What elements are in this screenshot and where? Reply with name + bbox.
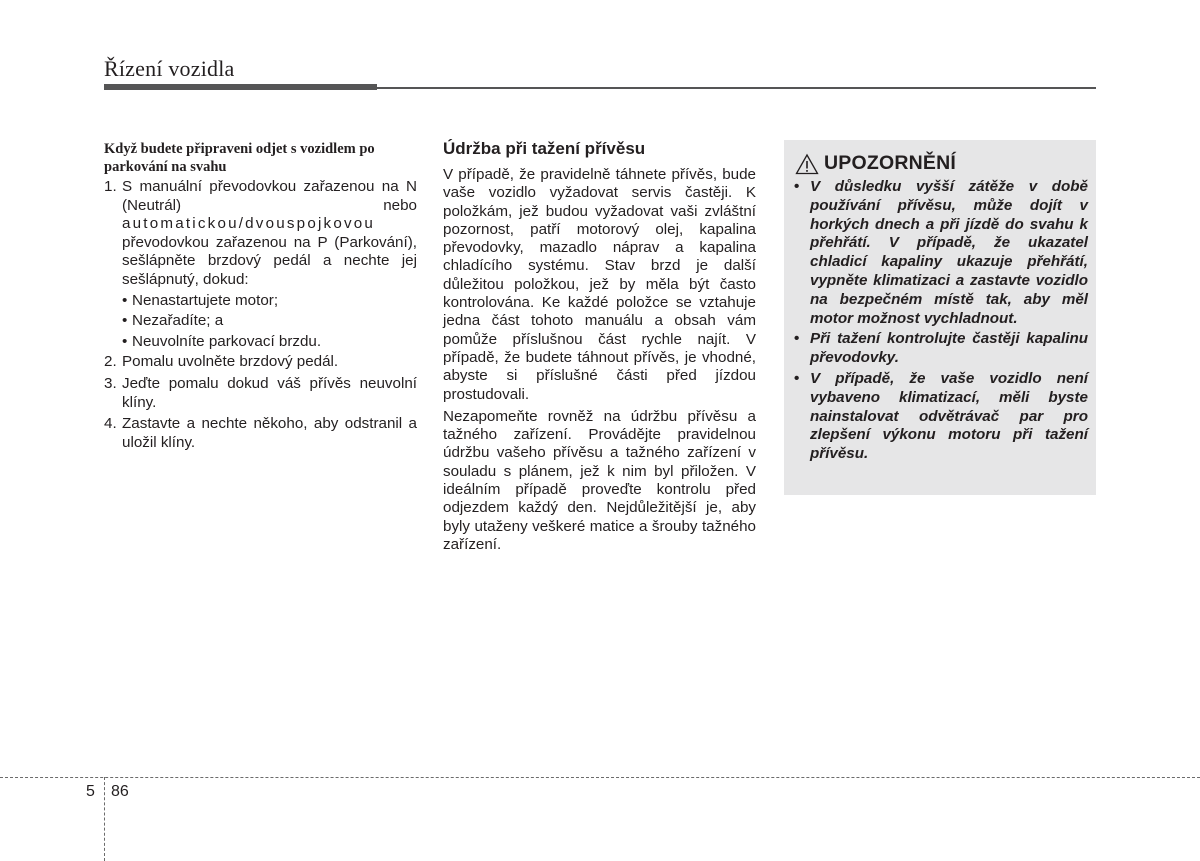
warning-header — [795, 152, 956, 175]
step-1-text-c: převodovkou zařazenou na P (Parkování), sešlápněte brzdový pedál a nechte jej sešlápnutý, dokud: — [122, 233, 417, 288]
footer-dashed-rule — [0, 777, 1200, 778]
warning-item: • V důsledku vyšší zátěže v době používání přívěsu, může dojít v horkých dnech a při jízdě do svahu k přehřátí. V případě, že ukazatel chladicí kapaliny ukazuje přehřátí, vypněte klimatizaci a zastavte vozidlo na bezpečném místě tak, aby měl motor možnost vychladnout. — [794, 178, 1088, 327]
warning-box — [784, 140, 1096, 495]
condition-item: • Neuvolníte parkovací brzdu. — [122, 332, 322, 350]
step-4: 4. Zastavte a nechte někoho, aby odstranil a uložil klíny. — [104, 415, 417, 451]
paragraph-maintenance: V případě, že pravidelně táhnete přívěs, bude vaše vozidlo vyžadovat servis častěji. K položkám, jež budou vyžadovat vaši zvláštní pozornost, patří motorový olej, kapalina převodovky, mazadlo náprav a kapalina chladícího systému. Stav brzd je další důležitou položkou, jež by měla být často kontrolována. Ke každé položce se vztahuje jedna část tohoto manuálu a obsah vám pomůže příslušnou část rychle najít. V případě, že budete táhnout přívěs, je vhodné, abyste si příslušné části před jízdou prostudovali. — [443, 166, 756, 403]
step-3: 3. Jeďte pomalu dokud váš přívěs neuvolní klíny. — [104, 374, 417, 411]
step-2: 2. Pomalu uvolněte brzdový pedál. — [104, 353, 339, 371]
header-rule-thick — [104, 84, 377, 90]
warning-triangle-icon — [795, 153, 819, 175]
page-number: 86 — [111, 783, 129, 800]
condition-item: • Nezařadíte; a — [122, 312, 224, 330]
header-rule-thin — [377, 87, 1096, 89]
step-1 — [104, 178, 417, 290]
warning-list — [794, 178, 1088, 466]
step-1-text-b: automatickou/dvouspojkovou — [122, 215, 376, 233]
page-title: Řízení vozidla — [104, 56, 235, 81]
warning-item: • Při tažení kontrolujte častěji kapalinu převodovky. — [794, 330, 1088, 367]
section-heading: Údržba při tažení přívěsu — [443, 139, 646, 158]
condition-item: • Nenastartujete motor; — [122, 291, 279, 309]
step-1-text-a: S manuální převodovkou zařazenou na N (Neutrál) nebo — [122, 178, 417, 214]
step-1-number: 1. — [104, 178, 117, 195]
middle-column — [443, 138, 756, 558]
paragraph-trailer-maintenance: Nezapomeňte rovněž na údržbu přívěsu a tažného zařízení. Provádějte pravidelnou údržbu vašeho přívěsu a tažného zařízení v souladu s plánem, jež k nim byl přiložen. V ideálním případě proveďte kontrolu před odjezdem každý den. Nejdůležitější je, aby byly utaženy veškeré matice a šrouby tažného zařízení. — [443, 407, 756, 553]
warning-title: UPOZORNĚNÍ — [824, 152, 957, 174]
section-intro: Když budete připraveni odjet s vozidlem po parkování na svahu — [104, 141, 375, 175]
chapter-number: 5 — [86, 783, 95, 800]
step-1-conditions — [104, 292, 417, 352]
warning-item: • V případě, že vaše vozidlo není vybaveno klimatizací, měli byste nainstalovat odvětrávač par pro zlepšení výkonu motoru při tažení přívěsu. — [794, 369, 1088, 463]
footer-dashed-divider — [104, 777, 105, 861]
left-column — [104, 140, 417, 452]
